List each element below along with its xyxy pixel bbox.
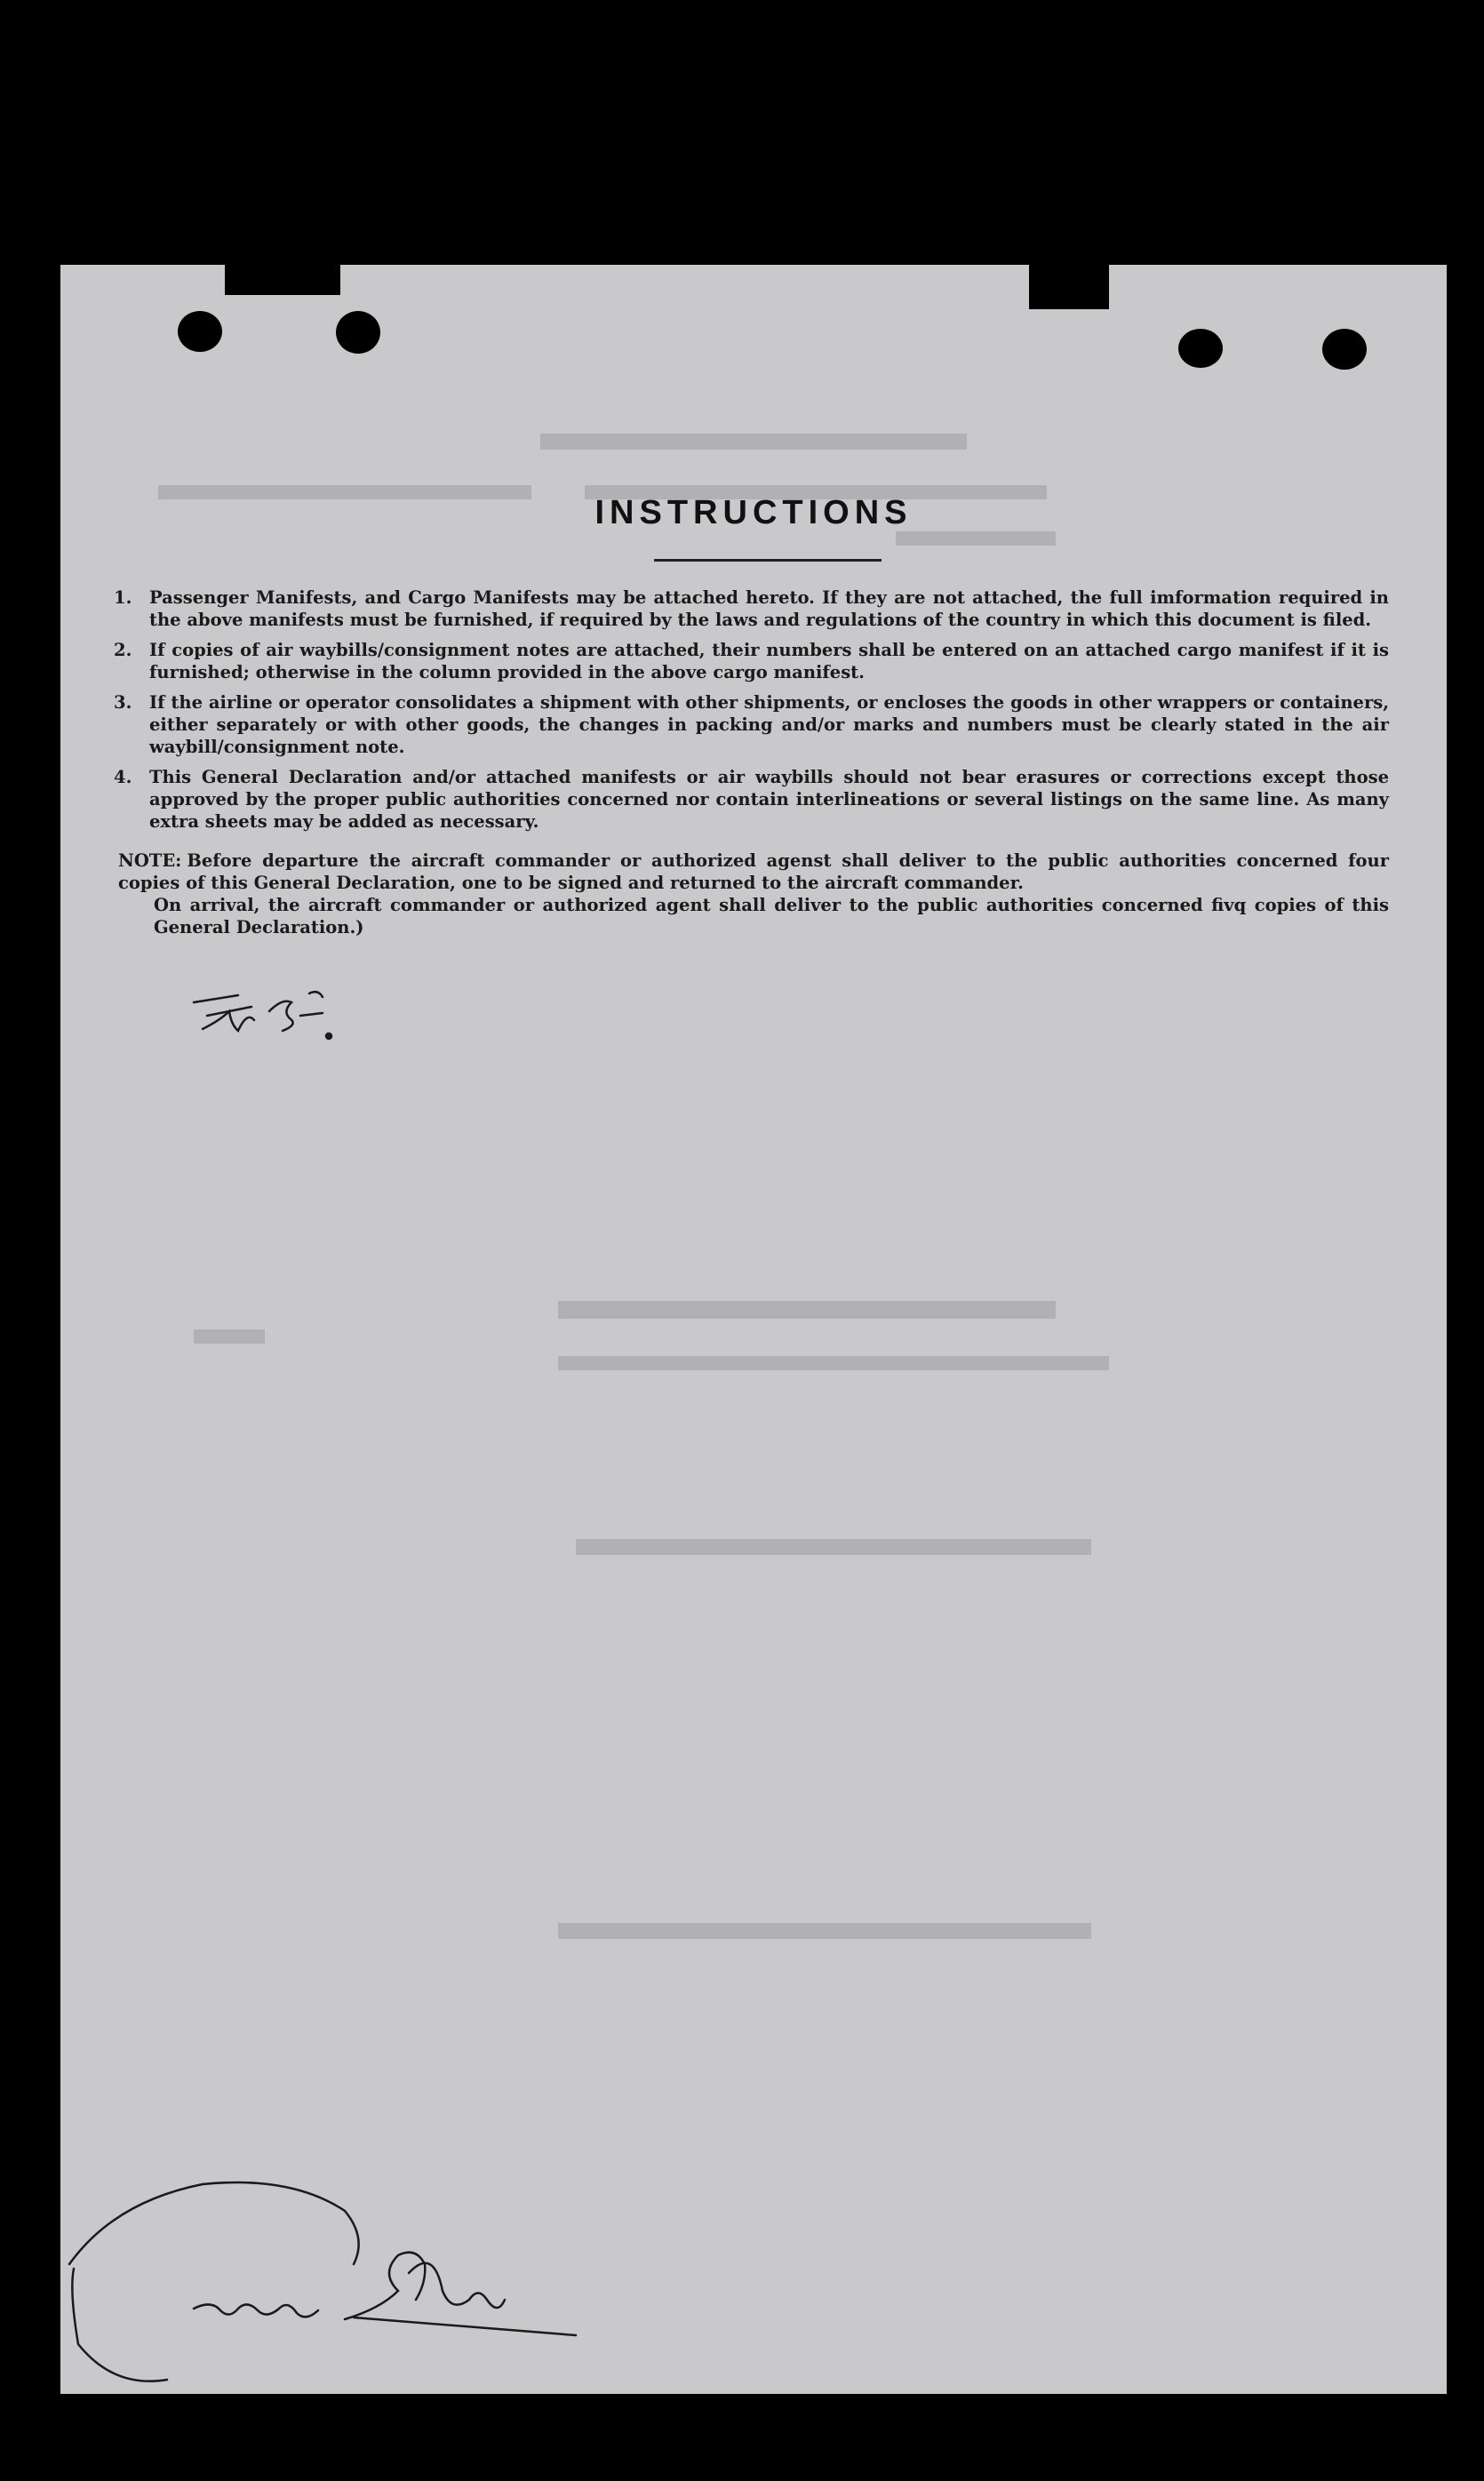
list-item — [114, 639, 1389, 683]
list-item — [114, 766, 1389, 833]
item-number: 4. — [114, 767, 132, 787]
item-text: This General Declaration and/or attached manifests or air waybills should not bear erasures or corrections except those approved by the proper public authorities concerned nor contain interlineations or several listings on the same line. As many extra sheets may be added as necessary. — [149, 767, 1389, 832]
item-number: 3. — [114, 692, 132, 713]
item-text: If copies of air waybills/consignment notes are attached, their numbers shall be entered on an attached cargo manifest if it is furnished; otherwise in the column provided in the above cargo manifest. — [149, 640, 1389, 682]
bleed-through-marks — [60, 265, 1447, 2394]
handwritten-signature — [60, 2166, 611, 2394]
list-item — [114, 586, 1389, 631]
item-text: If the airline or operator consolidates a shipment with other shipments, or encloses the goods in other wrappers or containers, either separately or with other goods, the changes in packing and/or marks and numbers must be clearly stated in the air waybill/consignment note. — [149, 692, 1389, 757]
note-text-departure: Before departure the aircraft commander or authorized agenst shall deliver to the public authorities concerned four copies of this General Declaration, one to be signed and returned to the aircraft commander. — [118, 850, 1389, 893]
instructions-list — [114, 586, 1389, 841]
title-underline — [654, 559, 882, 562]
note-label: NOTE: — [118, 850, 182, 871]
item-number: 2. — [114, 640, 132, 660]
document-page — [60, 265, 1447, 2394]
list-item — [114, 691, 1389, 758]
item-text: Passenger Manifests, and Cargo Manifests may be attached hereto. If they are not attached, the full imformation required in the above manifests must be furnished, if required by the laws and regulations of the country in which this document is filed. — [149, 587, 1389, 630]
note-block — [118, 850, 1389, 938]
handwritten-initials — [176, 976, 371, 1073]
item-number: 1. — [114, 587, 132, 608]
note-text-arrival: On arrival, the aircraft commander or authorized agent shall deliver to the public authorities concerned fivq copies of this General Declaration.) — [154, 895, 1389, 937]
page-title: INSTRUCTIONS — [594, 494, 913, 531]
